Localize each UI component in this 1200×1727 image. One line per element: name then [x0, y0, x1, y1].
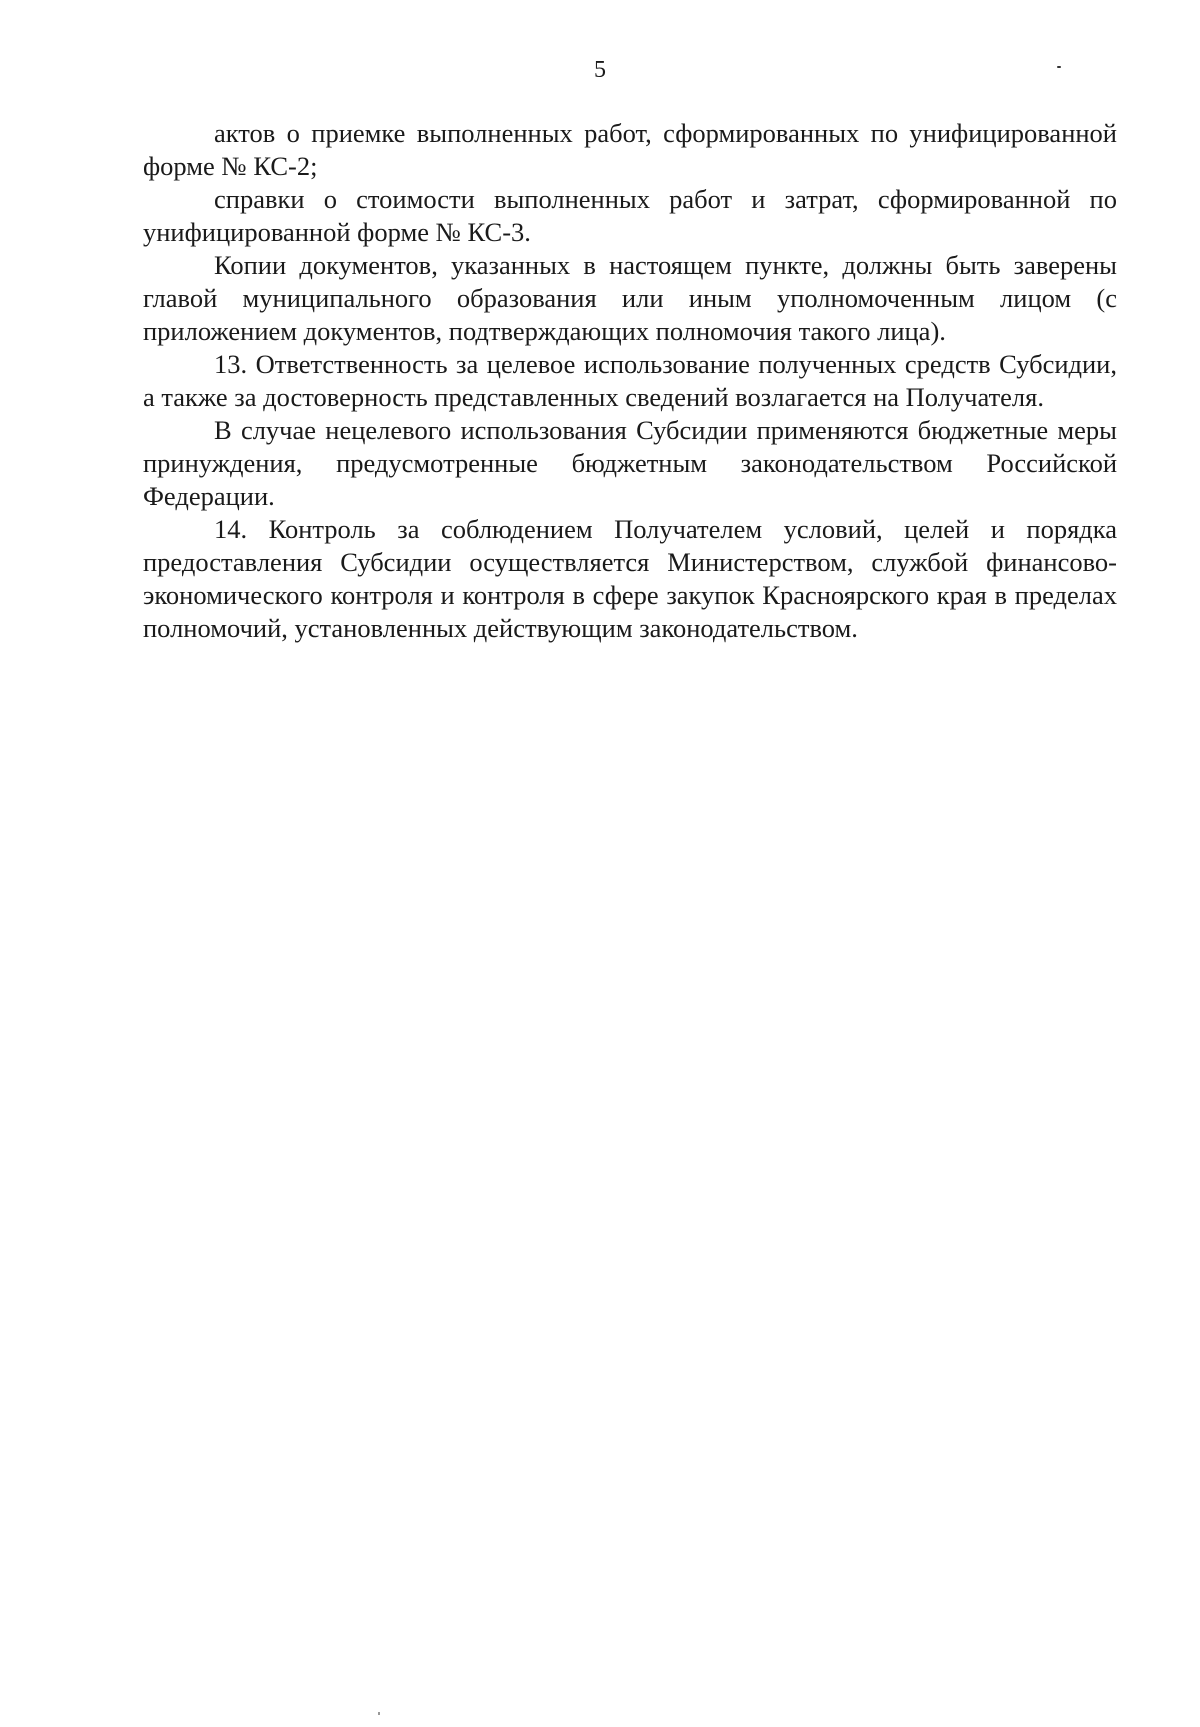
document-body	[143, 117, 1117, 645]
paragraph-misuse-measures: В случае нецелевого использования Субсидии применяются бюджетные меры принуждения, предусмотренные бюджетным законодательством Российской Федерации.	[143, 415, 1117, 511]
page-number: 5	[594, 57, 606, 83]
paragraph-item-13-responsibility: 13. Ответственность за целевое использование полученных средств Субсидии, а также за достоверность представленных сведений возлагается на Получателя.	[143, 349, 1117, 412]
paragraph-ks2-acts: актов о приемке выполненных работ, сформированных по унифицированной форме № КС-2;	[143, 118, 1117, 181]
scan-artifact-mark-bottom	[378, 1712, 380, 1715]
paragraph-item-14-control: 14. Контроль за соблюдением Получателем условий, целей и порядка предоставления Субсидии осуществляется Министерством, службой финансово-экономического контроля и контроля в сфере закупок Красноярского края в пределах полномочий, установленных действующим законодательством.	[143, 514, 1117, 643]
scan-artifact-mark	[1057, 66, 1061, 68]
paragraph-ks3-certificate: справки о стоимости выполненных работ и затрат, сформированной по унифицированной форме № КС-3.	[143, 184, 1117, 247]
paragraph-document-copies: Копии документов, указанных в настоящем пункте, должны быть заверены главой муниципального образования или иным уполномоченным лицом (с приложением документов, подтверждающих полномочия такого лица).	[143, 250, 1117, 346]
